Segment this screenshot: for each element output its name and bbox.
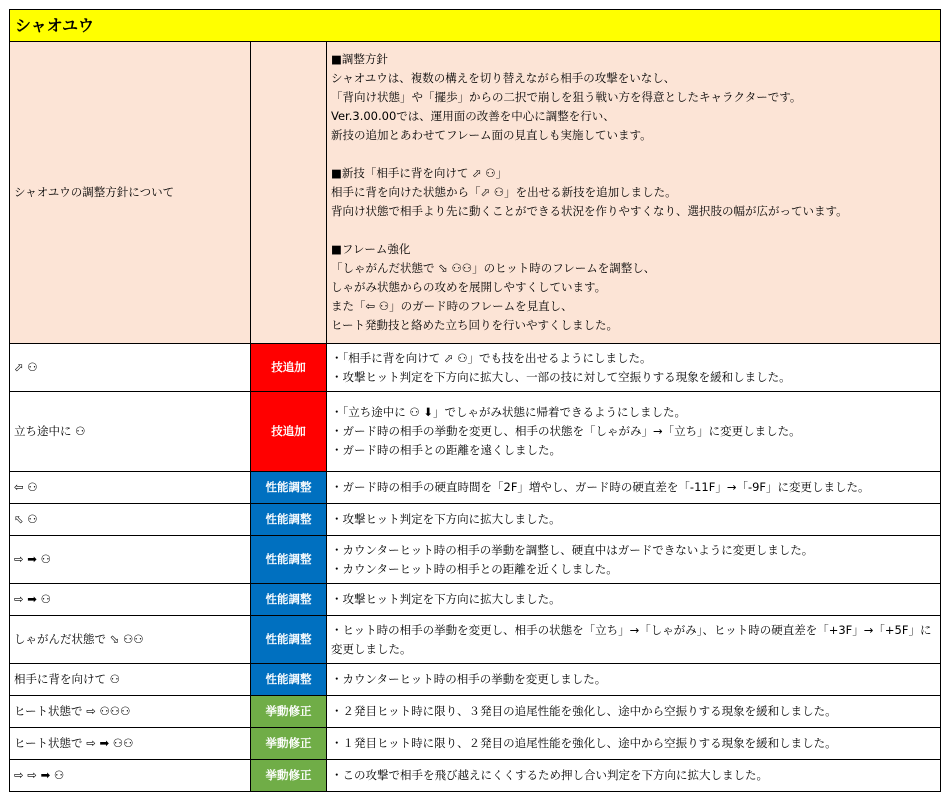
change-row xyxy=(10,392,941,472)
change-description xyxy=(327,504,941,536)
policy-line: ヒート発動技と絡めた立ち回りを行いやすくしました。 xyxy=(331,318,619,332)
title-row xyxy=(10,10,941,42)
command-cell: ヒート状態で ⇨ ➡ ⚇⚇ xyxy=(10,728,251,760)
change-description xyxy=(327,760,941,792)
policy-line xyxy=(331,221,936,240)
policy-line: 「しゃがんだ状態で ⬂ ⚇⚇」のヒット時のフレームを調整し、 xyxy=(331,261,656,275)
change-type-badge: 性能調整 xyxy=(251,616,327,664)
policy-line: しゃがみ状態からの攻めを展開しやすくしています。 xyxy=(331,280,607,294)
change-type-badge: 性能調整 xyxy=(251,536,327,584)
command-cell: ⇦ ⚇ xyxy=(10,472,251,504)
command-cell: ⇨ ➡ ⚇ xyxy=(10,536,251,584)
change-row xyxy=(10,760,941,792)
command-cell: しゃがんだ状態で ⬂ ⚇⚇ xyxy=(10,616,251,664)
description-line: ・「相手に背を向けて ⬀ ⚇」でも技を出せるようにしました。 xyxy=(331,350,652,365)
policy-line: 「背向け状態」や「擺歩」からの二択で崩しを狙う戦い方を得意としたキャラクターです。 xyxy=(331,90,802,104)
change-type-badge: 技追加 xyxy=(251,344,327,392)
description-line: ・カウンターヒット時の相手の挙動を変更しました。 xyxy=(331,672,607,686)
change-row xyxy=(10,664,941,696)
patch-notes xyxy=(9,9,940,792)
policy-line: 背向け状態で相手より先に動くことができる状況を作りやすくなり、選択肢の幅が広がっています。 xyxy=(331,204,848,218)
change-description xyxy=(327,616,941,664)
command-cell: 立ち途中に ⚇ xyxy=(10,392,251,472)
description-line: ・ガード時の相手の硬直時間を「2F」増やし、ガード時の硬直差を「-11F」→「-9F」に変更しました。 xyxy=(331,480,870,494)
description-line: ・攻撃ヒット判定を下方向に拡大し、一部の技に対して空振りする現象を緩和しました。 xyxy=(331,369,791,384)
change-row xyxy=(10,696,941,728)
change-description xyxy=(327,728,941,760)
description-line: ・攻撃ヒット判定を下方向に拡大しました。 xyxy=(331,592,561,606)
policy-command: シャオユウの調整方針について xyxy=(10,42,251,344)
change-row xyxy=(10,584,941,616)
policy-row xyxy=(10,42,941,344)
description-line: ・１発目ヒット時に限り、２発目の追尾性能を強化し、途中から空振りする現象を緩和しました。 xyxy=(331,736,837,750)
description-line: ・ガード時の相手の挙動を変更し、相手の状態を「しゃがみ」→「立ち」に変更しました。 xyxy=(331,424,801,438)
command-cell: ⇨ ⇨ ➡ ⚇ xyxy=(10,760,251,792)
policy-line: 相手に背を向けた状態から「⬀ ⚇」を出せる新技を追加しました。 xyxy=(331,185,677,199)
policy-line: ■調整方針 xyxy=(331,52,388,66)
command-cell: ⬁ ⚇ xyxy=(10,504,251,536)
command-cell: 相手に背を向けて ⚇ xyxy=(10,664,251,696)
policy-line: 新技の追加とあわせてフレーム面の見直しも実施しています。 xyxy=(331,128,652,142)
change-type-badge: 技追加 xyxy=(251,392,327,472)
policy-line: ■フレーム強化 xyxy=(331,242,411,256)
change-description xyxy=(327,696,941,728)
change-description xyxy=(327,344,941,392)
command-cell: ⬀ ⚇ xyxy=(10,344,251,392)
description-line: ・２発目ヒット時に限り、３発目の追尾性能を強化し、途中から空振りする現象を緩和しました。 xyxy=(331,704,837,718)
change-type-badge: 挙動修正 xyxy=(251,728,327,760)
change-description xyxy=(327,664,941,696)
policy-line xyxy=(331,145,936,164)
change-type-badge: 性能調整 xyxy=(251,584,327,616)
command-cell: ⇨ ➡ ⚇ xyxy=(10,584,251,616)
change-description xyxy=(327,584,941,616)
description-line: ・ガード時の相手との距離を遠くしました。 xyxy=(331,443,561,457)
description-line: ・ヒット時の相手の挙動を変更し、相手の状態を「立ち」→「しゃがみ」、ヒット時の硬直差を「+3F」→「+5F」に変更しました。 xyxy=(331,622,932,656)
change-type-badge: 性能調整 xyxy=(251,504,327,536)
change-type-badge: 性能調整 xyxy=(251,472,327,504)
policy-tag-cell xyxy=(251,42,327,344)
description-line: ・「立ち途中に ⚇ ⬇」でしゃがみ状態に帰着できるようにしました。 xyxy=(331,405,687,419)
description-line: ・攻撃ヒット判定を下方向に拡大しました。 xyxy=(331,512,561,526)
change-row xyxy=(10,728,941,760)
change-row xyxy=(10,472,941,504)
change-type-badge: 挙動修正 xyxy=(251,696,327,728)
policy-line: ■新技「相手に背を向けて ⬀ ⚇」 xyxy=(331,166,508,180)
change-type-badge: 性能調整 xyxy=(251,664,327,696)
change-row xyxy=(10,536,941,584)
character-title: シャオユウ xyxy=(10,10,941,42)
policy-line: また「⇦ ⚇」のガード時のフレームを見直し、 xyxy=(331,299,573,313)
description-line: ・カウンターヒット時の相手の挙動を調整し、硬直中はガードできないように変更しました。 xyxy=(331,542,814,557)
change-row xyxy=(10,504,941,536)
change-type-badge: 挙動修正 xyxy=(251,760,327,792)
change-description xyxy=(327,392,941,472)
policy-line: Ver.3.00.00では、運用面の改善を中心に調整を行い、 xyxy=(331,109,615,123)
change-description xyxy=(327,472,941,504)
description-line: ・カウンターヒット時の相手との距離を近くしました。 xyxy=(331,561,618,576)
command-cell: ヒート状態で ⇨ ⚇⚇⚇ xyxy=(10,696,251,728)
change-description xyxy=(327,536,941,584)
change-row xyxy=(10,616,941,664)
policy-line: シャオユウは、複数の構えを切り替えながら相手の攻撃をいなし、 xyxy=(331,71,676,85)
change-row xyxy=(10,344,941,392)
patch-notes-table xyxy=(9,9,941,792)
policy-description xyxy=(327,42,941,344)
description-line: ・この攻撃で相手を飛び越えにくくするため押し合い判定を下方向に拡大しました。 xyxy=(331,768,768,782)
